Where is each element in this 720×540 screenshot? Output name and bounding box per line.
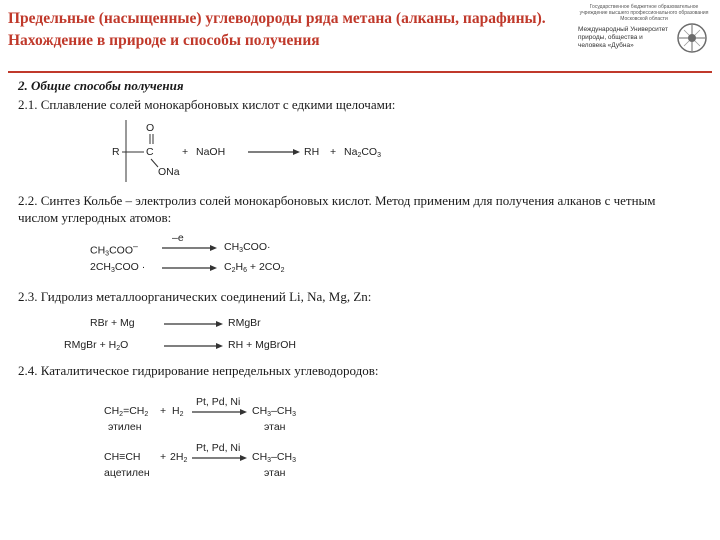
radical-label: R bbox=[112, 146, 120, 158]
grignard-reagent: RMgBr bbox=[228, 317, 261, 329]
acetylene-formula: CH≡CH bbox=[104, 451, 141, 463]
ethane-and-co2: $C_2H_6 + 2CO_2$ bbox=[224, 261, 285, 274]
ethane-name-2: этан bbox=[264, 467, 286, 479]
plus-sign-2: + bbox=[330, 146, 337, 158]
product-rh: RH bbox=[304, 146, 320, 158]
ethane-formula-2: $CH_3-CH_3$ bbox=[252, 451, 296, 464]
acetylene-name: ацетилен bbox=[104, 467, 150, 479]
reagent-naoh: NaOH bbox=[196, 146, 226, 158]
logo-university-name: Международный Университет природы, общества и человека «Дубна» bbox=[578, 26, 669, 49]
equation-kolbe bbox=[90, 232, 350, 280]
acetoxy-radical: $CH_3COO\cdot$ bbox=[224, 241, 271, 254]
catalyst-label-2: Pt, Pd, Ni bbox=[196, 442, 241, 454]
hydrolysis-products: RH + MgBrOH bbox=[228, 339, 296, 351]
equation-hydrogenation bbox=[104, 394, 344, 486]
catalyst-label-1: Pt, Pd, Ni bbox=[196, 396, 241, 408]
ethane-formula-1: $CH_3-CH_3$ bbox=[252, 405, 296, 418]
logo-caption: Государственное бюджетное образовательное учреждение высшего профессионального образования Московской области bbox=[579, 4, 709, 22]
method-2-3-text: 2.3. Гидролиз металлоорганических соединений Li, Na, Mg, Zn: bbox=[18, 289, 372, 304]
grignard-reactants: RBr + Mg bbox=[90, 317, 135, 329]
equation-grignard bbox=[64, 312, 344, 358]
plus-sign-4: + bbox=[160, 451, 167, 463]
ethane-name-1: этан bbox=[264, 421, 286, 433]
acetate-ion: $CH_3COO^-$ bbox=[90, 241, 138, 258]
slide-header bbox=[0, 0, 720, 72]
header-divider bbox=[8, 71, 712, 73]
equation-decarboxylation bbox=[108, 120, 408, 182]
ethylene-name: этилен bbox=[108, 421, 142, 433]
two-acetoxy-radicals: $2CH_3COO$ · bbox=[90, 261, 146, 274]
plus-sign-3: + bbox=[160, 405, 167, 417]
two-hydrogen-molecules: $2H_2$ bbox=[170, 451, 188, 464]
plus-sign: + bbox=[182, 146, 189, 158]
section-title: 2. Общие способы получения bbox=[18, 78, 184, 93]
university-emblem-icon bbox=[676, 22, 708, 54]
ethylene-formula: $CH_2=CH_2$ bbox=[104, 405, 149, 418]
carbon-label: C bbox=[146, 146, 154, 158]
product-sodium-carbonate: $Na_2CO_3$ bbox=[344, 146, 381, 159]
method-2-1-text: 2.1. Сплавление солей монокарбоновых кислот с едкими щелочами: bbox=[18, 97, 396, 112]
slide-title: Предельные (насыщенные) углеводороды ряда метана (алканы, парафины). Нахождение в природе и способы получения bbox=[8, 10, 546, 49]
oxygen-label: O bbox=[146, 122, 155, 134]
hydrolysis-reactants: RMgBr + $H_2O$ bbox=[64, 339, 129, 352]
method-2-4-text: 2.4. Каталитическое гидрирование непредельных углеводородов: bbox=[18, 363, 379, 378]
electron-loss-label: –e bbox=[172, 232, 184, 244]
ona-label: ONa bbox=[158, 166, 180, 178]
hydrogen-molecule: $H_2$ bbox=[172, 405, 184, 418]
university-logo bbox=[576, 4, 712, 66]
method-2-2-text: 2.2. Синтез Кольбе – электролиз солей монокарбоновых кислот. Метод применим для получения алканов с четным числом углеродных атомов: bbox=[18, 193, 656, 225]
